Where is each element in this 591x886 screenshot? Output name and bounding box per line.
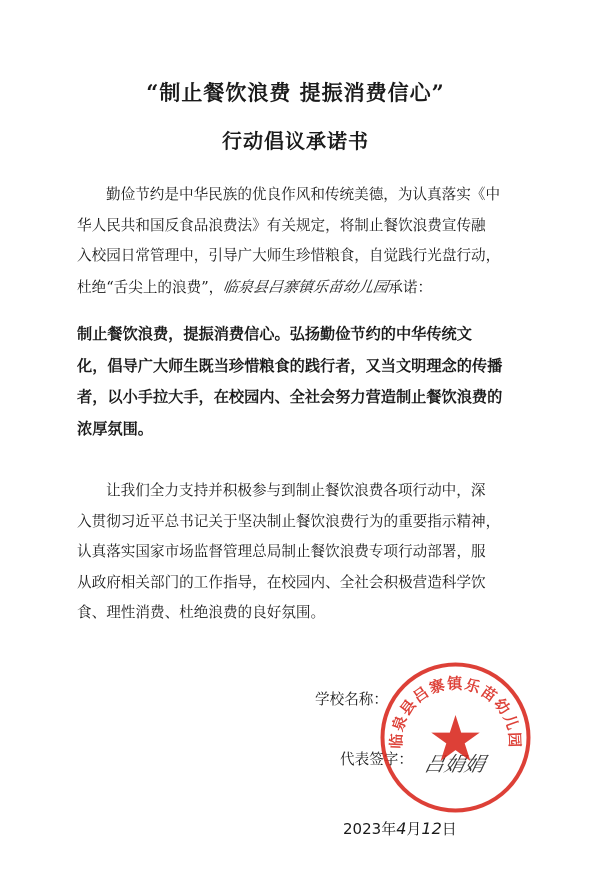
official-seal [378, 660, 533, 815]
line-prefix: 杜绝“舌尖上的浪费”， [77, 278, 224, 296]
line-suffix: 承诺： [388, 278, 433, 296]
paragraph-line: 入校园日常管理中，引导广大师生珍惜粮食，自觉践行光盘行动， [77, 247, 501, 264]
paragraph-line: 者，以小手拉大手，在校园内、全社会努力营造制止餐饮浪费的 [77, 388, 503, 406]
signing-date [343, 818, 457, 839]
handwritten-school-name: 临泉县吕寨镇乐苗幼儿园 [222, 277, 390, 296]
paragraph-line: 制止餐饮浪费，提振消费信心。弘扬勤俭节约的中华传统文 [77, 325, 472, 343]
paragraph-line-last [77, 272, 535, 304]
document-title: “制止餐饮浪费 提振消费信心” [146, 80, 445, 105]
date-year-suffix: 年 [381, 820, 397, 838]
handwritten-signature: 吕娟娟 [422, 752, 488, 776]
paragraph-line: 浓厚氛围。 [77, 419, 153, 438]
paragraph-line: 从政府相关部门的工作指导，在校园内、全社会积极营造科学饮 [77, 573, 486, 591]
seal-text: 临泉县吕寨镇乐苗幼儿园 [387, 674, 524, 750]
date-day-suffix: 日 [441, 820, 457, 838]
date-month-suffix: 月 [406, 820, 422, 838]
paragraph-line: 化，倡导广大师生既当珍惜粮食的践行者，又当文明理念的传播 [77, 356, 503, 375]
date-day: 12 [421, 819, 442, 838]
date-year: 2023 [343, 820, 382, 838]
school-name-label: 学校名称： [315, 691, 388, 708]
paragraph-action [77, 476, 535, 629]
seal-stamp-icon [378, 660, 533, 815]
paragraph-line: 华人民共和国反食品浪费法》有关规定，将制止餐饮浪费宣传融 [77, 216, 486, 234]
paragraph-pledge [77, 319, 535, 445]
paragraph-line: 认真落实国家市场监督管理总局制止餐饮浪费专项行动部署，服 [77, 543, 486, 560]
paragraph-line: 食、理性消费、杜绝浪费的良好氛围。 [77, 604, 326, 621]
paragraph-line: 入贯彻习近平总书记关于坚决制止餐饮浪费行为的重要指示精神， [77, 512, 501, 530]
date-month: 4 [396, 819, 407, 838]
representative-signature-label: 代表签字： [340, 751, 413, 768]
paragraph-intro [77, 180, 535, 303]
paragraph-line: 让我们全力支持并积极参与到制止餐饮浪费各项行动中，深 [106, 482, 486, 499]
document-subtitle: 行动倡议承诺书 [222, 129, 369, 153]
paragraph-line: 勤俭节约是中华民族的优良作风和传统美德，为认真落实《中 [106, 186, 501, 203]
